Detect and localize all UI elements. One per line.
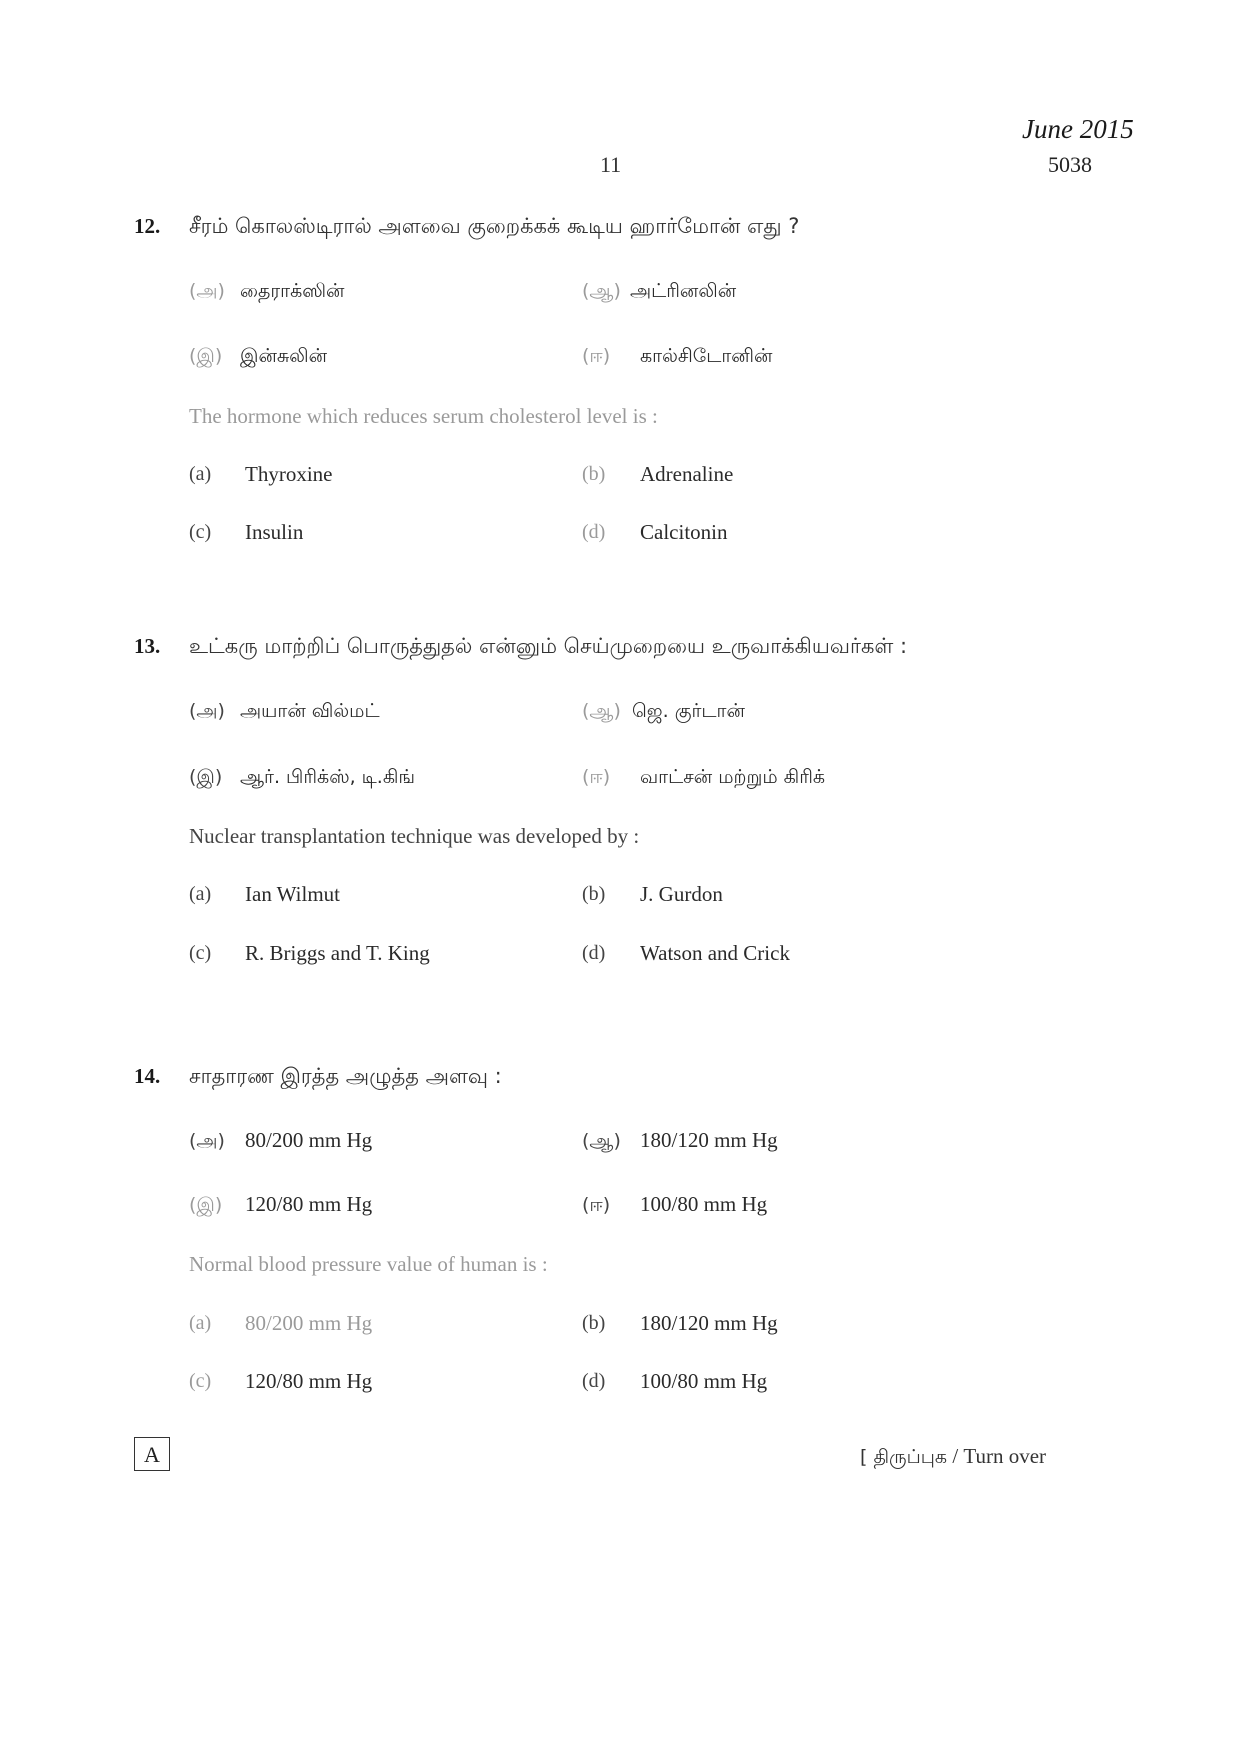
question-12-english-text: The hormone which reduces serum cholesterol level is : bbox=[189, 404, 658, 428]
q12-option-b-text: Adrenaline bbox=[640, 462, 734, 486]
q12-option-c-label: (c) bbox=[189, 521, 212, 543]
question-14-tamil-text: சாதாரண இரத்த அழுத்த அளவு : bbox=[189, 1064, 502, 1088]
q13-tamil-option-b-text: ஜெ. குர்டான் bbox=[632, 700, 745, 722]
q12-option-d-text: Calcitonin bbox=[640, 520, 728, 544]
turn-over-english: Turn over bbox=[963, 1444, 1047, 1468]
q12-tamil-option-c-label: (இ) bbox=[189, 345, 223, 367]
q14-option-b-text: 180/120 mm Hg bbox=[640, 1311, 778, 1335]
q12-option-d-label: (d) bbox=[582, 521, 606, 543]
q12-tamil-option-d-text: கால்சிடோனின் bbox=[640, 345, 773, 367]
q13-tamil-option-c-text: ஆர். பிரிக்ஸ், டி.கிங் bbox=[240, 766, 416, 788]
q14-tamil-option-c-text: 120/80 mm Hg bbox=[245, 1192, 373, 1216]
q14-tamil-option-a-text: 80/200 mm Hg bbox=[245, 1128, 373, 1152]
q14-option-c-text: 120/80 mm Hg bbox=[245, 1369, 373, 1393]
q14-option-d-text: 100/80 mm Hg bbox=[640, 1369, 768, 1393]
q12-option-a-label: (a) bbox=[189, 463, 212, 485]
q13-option-b-text: J. Gurdon bbox=[640, 882, 723, 906]
q14-tamil-option-a-label: (அ) bbox=[189, 1130, 225, 1152]
turn-over-separator: / bbox=[952, 1444, 959, 1468]
q12-tamil-option-b-label: (ஆ) bbox=[582, 280, 621, 302]
q14-option-d-label: (d) bbox=[582, 1370, 606, 1392]
q12-tamil-option-c-text: இன்சுலின் bbox=[240, 345, 328, 367]
q13-tamil-option-b-label: (ஆ) bbox=[582, 700, 621, 722]
q13-tamil-option-c-label: (இ) bbox=[189, 766, 223, 788]
question-13-english-text: Nuclear transplantation technique was developed by : bbox=[189, 824, 640, 848]
q12-option-b-label: (b) bbox=[582, 463, 606, 485]
q14-tamil-option-c-label: (இ) bbox=[189, 1194, 223, 1216]
q12-tamil-option-a-label: (அ) bbox=[189, 280, 225, 302]
turn-over-note bbox=[860, 1444, 1046, 1471]
q12-tamil-option-d-label: (ஈ) bbox=[582, 345, 611, 367]
turn-over-tamil: [ திருப்புக bbox=[860, 1446, 948, 1468]
q14-tamil-option-d-label: (ஈ) bbox=[582, 1194, 611, 1216]
q14-option-a-text: 80/200 mm Hg bbox=[245, 1311, 373, 1335]
q14-tamil-option-b-text: 180/120 mm Hg bbox=[640, 1128, 778, 1152]
q12-tamil-option-b-text: அட்ரினலின் bbox=[630, 280, 737, 302]
q12-tamil-option-a-text: தைராக்ஸின் bbox=[240, 280, 345, 302]
page-number: 11 bbox=[600, 152, 622, 177]
q13-option-b-label: (b) bbox=[582, 883, 606, 905]
q14-option-c-label: (c) bbox=[189, 1370, 212, 1392]
q14-option-a-label: (a) bbox=[189, 1312, 212, 1334]
question-14-number: 14. bbox=[134, 1064, 161, 1088]
question-13-number: 13. bbox=[134, 634, 161, 658]
q13-option-d-text: Watson and Crick bbox=[640, 941, 790, 965]
q12-option-c-text: Insulin bbox=[245, 520, 304, 544]
question-14-english-text: Normal blood pressure value of human is : bbox=[189, 1252, 548, 1276]
q13-option-d-label: (d) bbox=[582, 942, 606, 964]
question-13-tamil-text: உட்கரு மாற்றிப் பொருத்துதல் என்னும் செய்முறையை உருவாக்கியவர்கள் : bbox=[189, 634, 908, 658]
q13-option-a-label: (a) bbox=[189, 883, 212, 905]
q13-tamil-option-a-text: அயான் வில்மட் bbox=[240, 700, 380, 722]
q13-option-c-text: R. Briggs and T. King bbox=[245, 941, 430, 965]
q14-tamil-option-b-label: (ஆ) bbox=[582, 1130, 621, 1152]
q12-option-a-text: Thyroxine bbox=[245, 462, 333, 486]
question-booklet-series-mark: A bbox=[134, 1437, 170, 1471]
q14-tamil-option-d-text: 100/80 mm Hg bbox=[640, 1192, 768, 1216]
q13-option-a-text: Ian Wilmut bbox=[245, 882, 341, 906]
paper-code: 5038 bbox=[1048, 152, 1092, 177]
question-12-number: 12. bbox=[134, 214, 161, 238]
q13-tamil-option-d-text: வாட்சன் மற்றும் கிரிக் bbox=[640, 766, 826, 788]
question-12-tamil-text: சீரம் கொலஸ்டிரால் அளவை குறைக்கக் கூடிய ஹார்மோன் எது ? bbox=[189, 214, 800, 238]
q13-option-c-label: (c) bbox=[189, 942, 212, 964]
q14-option-b-label: (b) bbox=[582, 1312, 606, 1334]
q13-tamil-option-a-label: (அ) bbox=[189, 700, 225, 722]
q13-tamil-option-d-label: (ஈ) bbox=[582, 766, 611, 788]
exam-date: June 2015 bbox=[1022, 114, 1134, 144]
